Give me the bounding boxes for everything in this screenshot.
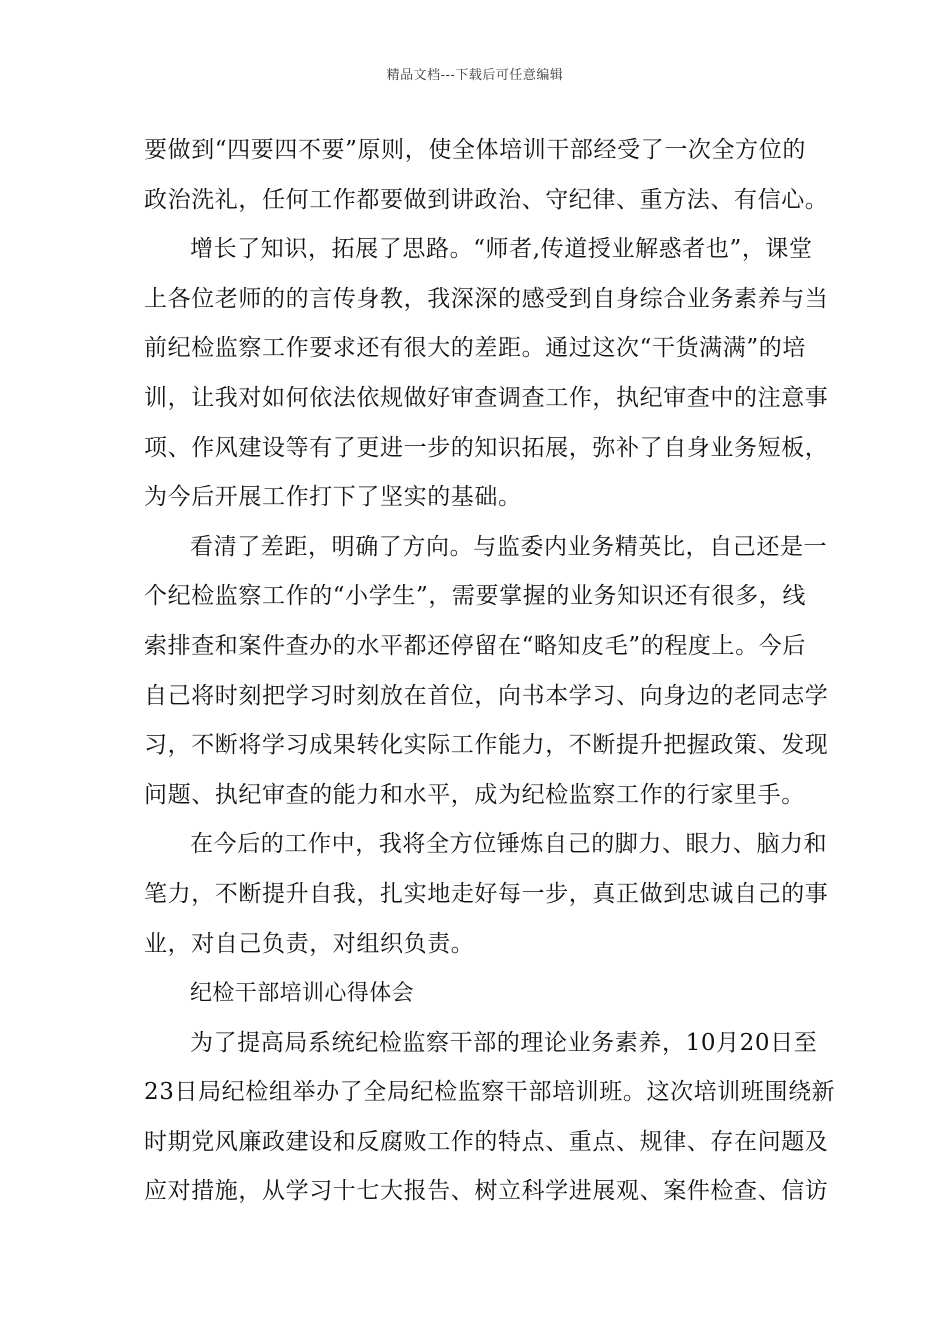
paragraph-start-line: 为了提高局系统纪检监察干部的理论业务素养，10月20日至 (190, 1029, 818, 1056)
text-line: 索排查和案件查办的水平都还停留在“略知皮毛”的程度上。今后 (144, 632, 806, 659)
paragraph-start-line: 看清了差距，明确了方向。与监委内业务精英比，自己还是一 (190, 533, 828, 560)
section-title: 纪检干部培训心得体会 (190, 981, 415, 1007)
text-line: 习，不断将学习成果转化实际工作能力，不断提升把握政策、发现 (144, 732, 829, 759)
text-line: 个纪检监察工作的“小学生”，需要掌握的业务知识还有很多，线 (144, 583, 806, 610)
text-line: 要做到“四要四不要”原则，使全体培训干部经受了一次全方位的 (144, 137, 806, 163)
text-line: 项、作风建设等有了更进一步的知识拓展，弥补了自身业务短板， (144, 434, 829, 461)
text-line: 政治洗礼，任何工作都要做到讲政治、守纪律、重方法、有信心。 (144, 186, 829, 213)
document-body (144, 126, 836, 1217)
text-line: 自己将时刻把学习时刻放在首位，向书本学习、向身边的老同志学 (144, 682, 829, 709)
text-line: 笔力，不断提升自我，扎实地走好每一步，真正做到忠诚自己的事 (144, 880, 829, 907)
paragraph-start-line: 在今后的工作中，我将全方位锤炼自己的脚力、眼力、脑力和 (190, 831, 828, 858)
text-line: 上各位老师的的言传身教，我深深的感受到自身综合业务素养与当 (144, 285, 829, 312)
text-line: 前纪检监察工作要求还有很大的差距。通过这次“干货满满”的培 (144, 335, 806, 362)
text-line: 训，让我对如何依法依规做好审查调查工作，执纪审查中的注意事 (144, 384, 829, 411)
text-line: 应对措施，从学习十七大报告、树立科学进展观、案件检查、信访 (144, 1178, 829, 1205)
text-line: 业，对自己负责，对组织负责。 (144, 930, 475, 957)
text-line: 为今后开展工作打下了坚实的基础。 (144, 484, 522, 511)
page-header: 精品文档---下载后可任意编辑 (386, 68, 564, 83)
text-line: 时期党风廉政建设和反腐败工作的特点、重点、规律、存在问题及 (144, 1128, 829, 1155)
text-line: 23日局纪检组举办了全局纪检监察干部培训班。这次培训班围绕新 (144, 1079, 836, 1106)
text-line: 问题、执纪审查的能力和水平，成为纪检监察工作的行家里手。 (144, 781, 805, 808)
paragraph-start-line: 增长了知识，拓展了思路。“师者,传道授业解惑者也”，课堂 (190, 236, 813, 263)
